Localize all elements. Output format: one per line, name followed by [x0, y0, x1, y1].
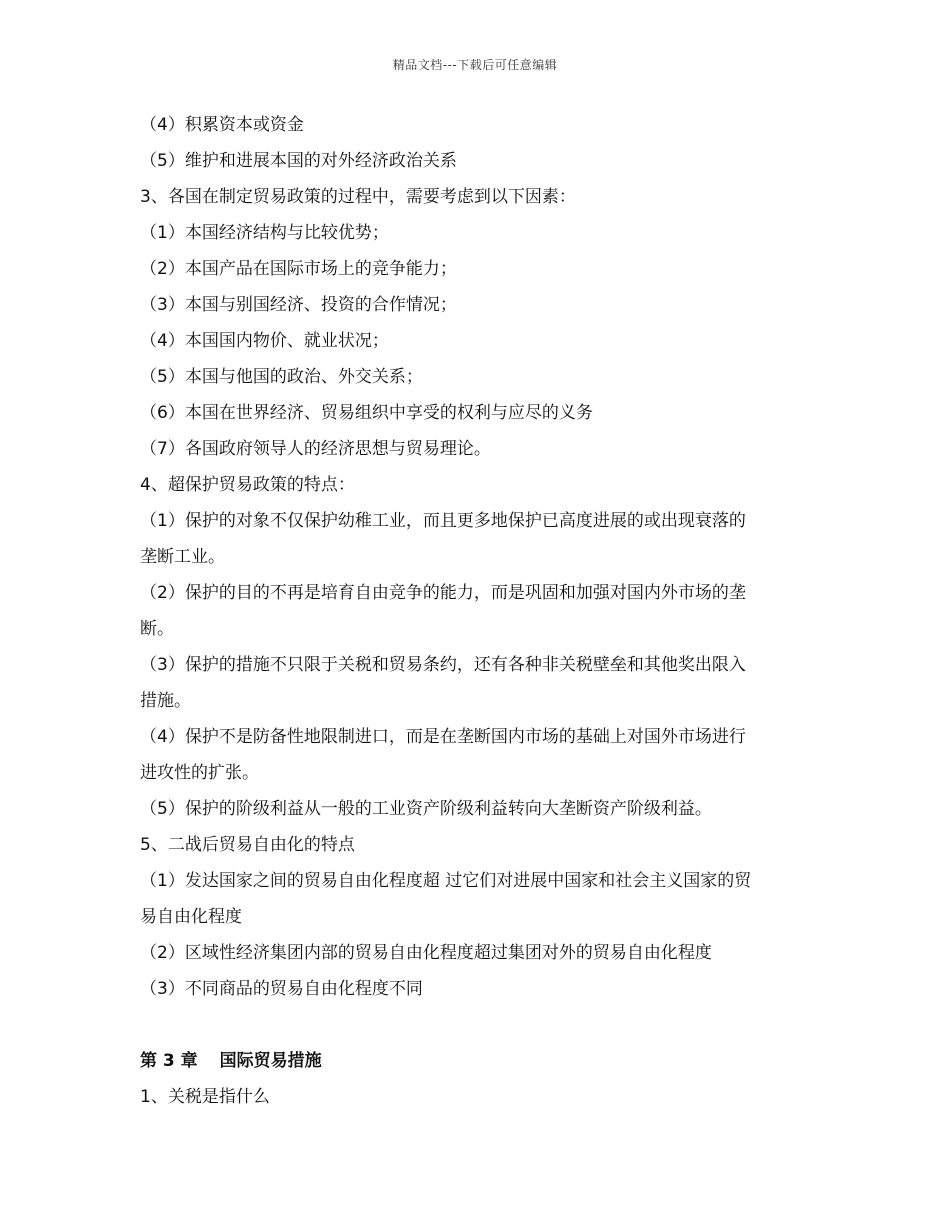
text-line: （5）维护和进展本国的对外经济政治关系: [140, 151, 457, 171]
text-line: （7）各国政府领导人的经济思想与贸易理论。: [140, 439, 491, 459]
text-line: 易自由化程度: [140, 907, 242, 927]
text-line: （3）不同商品的贸易自由化程度不同: [140, 979, 423, 999]
text-line: （1）保护的对象不仅保护幼稚工业，而且更多地保护已高度进展的或出现衰落的: [140, 511, 746, 531]
text-line: （2）保护的目的不再是培育自由竞争的能力，而是巩固和加强对国内外市场的垄: [140, 583, 746, 603]
chapter-number: 第 3 章: [140, 1051, 198, 1071]
page-header: 精品文档---下载后可任意编辑: [392, 58, 558, 72]
text-line: （2）本国产品在国际市场上的竞争能力；: [140, 259, 457, 279]
text-line: 断。: [140, 619, 174, 639]
chapter-heading: [140, 1043, 812, 1079]
text-line: （3）本国与别国经济、投资的合作情况；: [140, 295, 457, 315]
document-body: [140, 107, 812, 1115]
text-line: （4）保护不是防备性地限制进口，而是在垄断国内市场的基础上对国外市场进行: [140, 727, 746, 747]
section-spacer: [140, 1007, 812, 1043]
text-line: （4）积累资本或资金: [140, 115, 304, 135]
text-line: （5）本国与他国的政治、外交关系；: [140, 367, 423, 387]
text-line: 措施。: [140, 691, 191, 711]
section-heading: 3、各国在制定贸易政策的过程中，需要考虑到以下因素：: [140, 187, 576, 207]
text-line: （1）发达国家之间的贸易自由化程度超 过它们对进展中国家和社会主义国家的贸: [140, 871, 752, 891]
section-heading: 5、二战后贸易自由化的特点: [140, 835, 355, 855]
section-heading: 4、超保护贸易政策的特点：: [140, 475, 355, 495]
text-line: （4）本国国内物价、就业状况；: [140, 331, 389, 351]
text-line: （5）保护的阶级利益从一般的工业资产阶级利益转向大垄断资产阶级利益。: [140, 799, 712, 819]
text-line: 进攻性的扩张。: [140, 763, 259, 783]
text-line: （1）本国经济结构与比较优势；: [140, 223, 389, 243]
text-line: （6）本国在世界经济、贸易组织中享受的权利与应尽的义务: [140, 403, 593, 423]
section-heading: 1、关税是指什么: [140, 1087, 270, 1107]
text-line: （2）区域性经济集团内部的贸易自由化程度超过集团对外的贸易自由化程度: [140, 943, 712, 963]
chapter-title: 国际贸易措施: [219, 1051, 322, 1071]
text-line: （3）保护的措施不只限于关税和贸易条约，还有各种非关税壁垒和其他奖出限入: [140, 655, 746, 675]
text-line: 垄断工业。: [140, 547, 225, 567]
